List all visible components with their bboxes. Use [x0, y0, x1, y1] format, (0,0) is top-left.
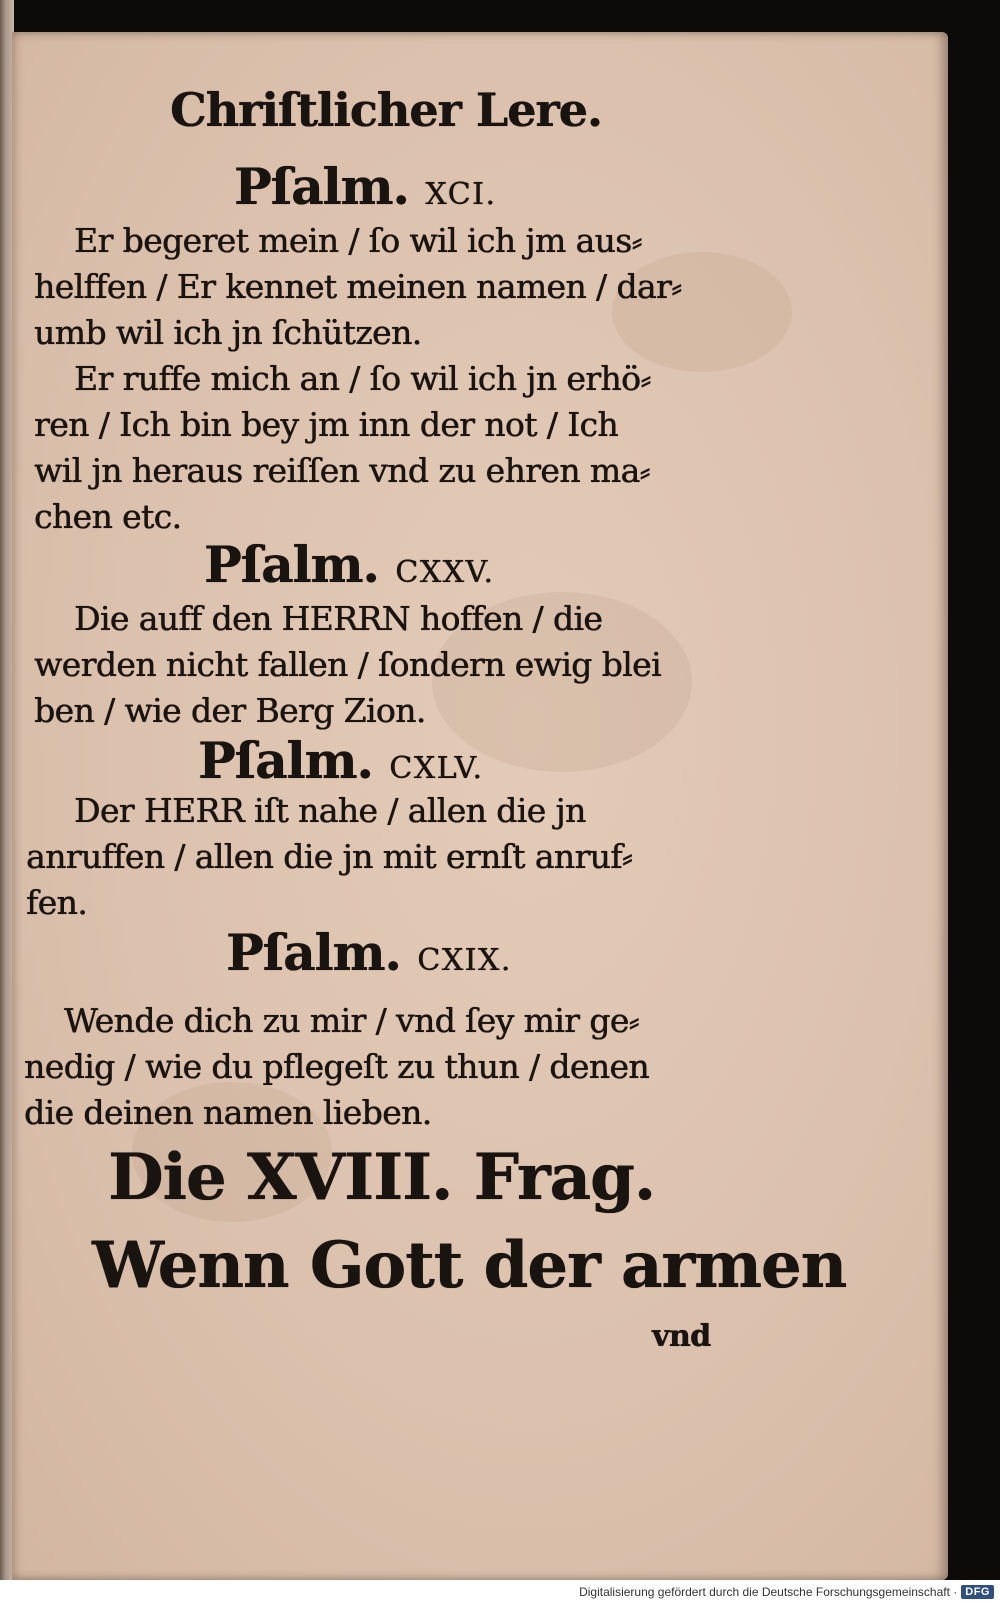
psalm-heading-word: Pſalm.	[234, 157, 409, 216]
question-line: Wenn Gott der armen	[92, 1228, 847, 1303]
book-page	[12, 32, 948, 1580]
text-line: Wende dich zu mir / vnd ſey mir ge⸗	[64, 1001, 640, 1040]
text-line: umb wil ich jn ſchützen.	[34, 313, 422, 352]
footer-credit: Digitalisierung gefördert durch die Deutsche Forschungsgemeinschaft ·	[579, 1584, 958, 1599]
text-line: Die auff den HERRN hoffen / die	[74, 599, 603, 638]
catchword: vnd	[652, 1319, 711, 1354]
text-line: wil jn heraus reiſſen vnd zu ehren ma⸗	[34, 451, 650, 490]
text-line: die deinen namen lieben.	[24, 1093, 432, 1132]
psalm-heading-number: CXLV.	[389, 751, 484, 786]
text-line: Er ruffe mich an / ſo wil ich jn erhö⸗	[74, 359, 651, 398]
psalm-heading-number: XCI.	[425, 177, 497, 212]
running-head: Chriſtlicher Lere.	[170, 83, 602, 137]
text-line: fen.	[26, 883, 88, 922]
psalm-heading	[204, 534, 494, 604]
text-line: werden nicht fallen / ſondern ewig blei	[34, 645, 661, 684]
question-heading: Die XVIII. Frag.	[108, 1140, 656, 1215]
text-line: Der HERR iſt nahe / allen die jn	[74, 791, 586, 830]
text-line: anruffen / allen die jn mit ernſt anruf⸗	[26, 837, 633, 876]
psalm-heading	[234, 156, 496, 226]
psalm-heading	[226, 922, 512, 992]
digitization-footer	[0, 1580, 1000, 1603]
psalm-heading-number: CXIX.	[417, 943, 512, 978]
psalm-heading-word: Pſalm.	[204, 535, 379, 594]
psalm-heading-word: Pſalm.	[198, 731, 373, 790]
dfg-logo: DFG	[961, 1585, 994, 1599]
psalm-heading-number: CXXV.	[395, 555, 495, 590]
text-line: ben / wie der Berg Zion.	[34, 691, 426, 730]
text-line: nedig / wie du pflegeſt zu thun / denen	[24, 1047, 649, 1086]
text-line: chen etc.	[34, 497, 182, 536]
text-line: ren / Ich bin bey jm inn der not / Ich	[34, 405, 619, 444]
psalm-heading-word: Pſalm.	[226, 923, 401, 982]
text-line: Er begeret mein / ſo wil ich jm aus⸗	[74, 221, 642, 260]
text-line: helffen / Er kennet meinen namen / dar⸗	[34, 267, 682, 306]
